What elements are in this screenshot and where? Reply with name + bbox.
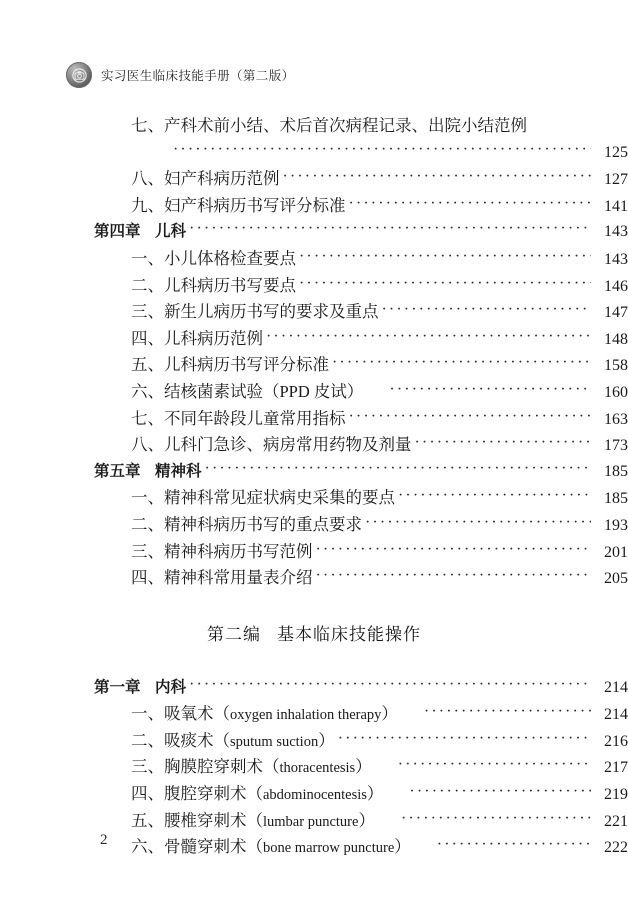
toc-page-number: 219	[604, 786, 628, 804]
dot-leader	[332, 350, 591, 377]
toc-entry-row[interactable]	[0, 299, 628, 326]
toc-chapter-title: 内科	[155, 678, 187, 696]
toc-entry-title-english: lumbar puncture	[263, 813, 359, 830]
toc-entry-title: 一、小儿体格检查要点	[131, 248, 296, 268]
toc-entry-row[interactable]	[0, 781, 628, 808]
toc-entry-title: 二、精神科病历书写的重点要求	[131, 514, 362, 534]
toc-page-number: 160	[604, 383, 628, 401]
toc-entry-row[interactable]	[0, 193, 628, 220]
toc-entry-title: 三、胸膜腔穿刺术（thoracentesis）	[131, 757, 372, 777]
toc-page-number: 201	[604, 543, 628, 561]
toc-entry-title: 二、吸痰术（sputum suction）	[131, 730, 335, 750]
toc-entry-title-english: oxygen inhalation therapy	[230, 707, 382, 724]
dot-leader	[415, 430, 592, 457]
toc-entry-title-english: abdominocentesis	[263, 787, 367, 804]
toc-page-number: 163	[604, 410, 628, 428]
dot-leader	[409, 779, 591, 806]
toc-entry-title: 四、精神科常用量表介绍	[131, 568, 313, 588]
toc-entry-row[interactable]	[0, 754, 628, 781]
toc-page-number: 143	[604, 250, 628, 268]
toc-entry-title: 六、结核菌素试验（PPD 皮试）	[131, 381, 364, 401]
part-heading	[0, 620, 628, 645]
toc-entry-title: 三、精神科病历书写范例	[131, 541, 313, 561]
dot-leader	[349, 404, 592, 431]
toc-entry-row[interactable]	[0, 485, 628, 512]
toc-page-number: 193	[604, 516, 628, 534]
toc-page-number: 146	[604, 277, 628, 295]
dot-leader	[299, 244, 591, 271]
dot-leader	[424, 699, 591, 726]
dot-leader	[401, 806, 591, 833]
toc-entry-title: 一、精神科常见症状病史采集的要点	[131, 488, 395, 508]
toc-entry-row[interactable]	[0, 728, 628, 755]
dot-leader	[189, 216, 591, 243]
toc-entry-row-continuation[interactable]	[0, 140, 628, 167]
toc-entry-title: 八、妇产科病历范例	[131, 169, 280, 189]
toc-entry-row[interactable]	[0, 512, 628, 539]
toc-entry-title: 六、骨髓穿刺术（bone marrow puncture）	[131, 837, 411, 857]
toc-entry-row[interactable]	[0, 352, 628, 379]
part-heading-label: 第二编	[207, 624, 261, 644]
toc-page-number: 185	[604, 462, 628, 480]
dot-leader	[437, 832, 591, 859]
toc-entry-title: 五、腰椎穿刺术（lumbar puncture）	[131, 810, 375, 830]
toc-page-number: 217	[604, 759, 628, 777]
toc-entry-title: 五、儿科病历书写评分标准	[131, 355, 329, 375]
dot-leader	[189, 672, 591, 699]
toc-entry-row[interactable]	[0, 113, 628, 140]
toc-entry-row[interactable]	[0, 539, 628, 566]
dot-leader	[338, 726, 591, 753]
dot-leader	[266, 324, 591, 351]
toc-chapter-number: 第四章	[94, 223, 141, 241]
toc-entry-row[interactable]	[0, 565, 628, 592]
toc-section-part-one-continued	[0, 113, 628, 592]
toc-entry-row[interactable]	[0, 701, 628, 728]
toc-entry-title-english: thoracentesis	[279, 760, 356, 777]
dot-leader	[398, 752, 591, 779]
dot-leader	[349, 191, 592, 218]
toc-page-number: 125	[604, 143, 628, 161]
toc-page-number: 173	[604, 437, 628, 455]
part-heading-title: 基本临床技能操作	[277, 624, 421, 644]
toc-entry-title: 一、吸氧术（oxygen inhalation therapy）	[131, 704, 398, 724]
dot-leader	[316, 537, 592, 564]
toc-page-number: 221	[604, 812, 628, 830]
page-header-title: 实习医生临床技能手册（第二版）	[101, 69, 295, 83]
toc-entry-row[interactable]	[0, 326, 628, 353]
toc-entry-title: 二、儿科病历书写要点	[131, 275, 296, 295]
dot-leader	[316, 563, 592, 590]
toc-entry-row[interactable]	[0, 273, 628, 300]
toc-entry-title-english: sputum suction	[230, 733, 319, 750]
toc-page-number: 143	[604, 223, 628, 241]
toc-entry-row[interactable]	[0, 406, 628, 433]
dot-leader	[398, 483, 591, 510]
toc-chapter-row[interactable]	[0, 675, 628, 702]
camera-badge-icon	[66, 62, 92, 88]
toc-chapter-title: 儿科	[155, 223, 187, 241]
toc-entry-row[interactable]	[0, 166, 628, 193]
toc-page-number: 222	[604, 839, 628, 857]
toc-entry-title: 七、产科术前小结、术后首次病程记录、出院小结范例	[131, 116, 527, 135]
toc-chapter-title: 精神科	[155, 462, 202, 480]
toc-page-number: 214	[604, 678, 628, 696]
toc-page-number: 214	[604, 706, 628, 724]
table-of-contents	[0, 113, 628, 861]
dot-leader	[173, 137, 591, 164]
page-number-folio: 2	[100, 832, 108, 848]
toc-entry-row[interactable]	[0, 808, 628, 835]
dot-leader	[382, 297, 592, 324]
dot-leader	[299, 271, 591, 298]
toc-entry-title: 四、腹腔穿刺术（abdominocentesis）	[131, 784, 384, 804]
toc-entry-title: 九、妇产科病历书写评分标准	[131, 195, 346, 215]
toc-page-number: 147	[604, 304, 628, 322]
toc-entry-row[interactable]	[0, 432, 628, 459]
toc-chapter-number: 第五章	[94, 462, 141, 480]
toc-entry-title: 七、不同年龄段儿童常用指标	[131, 408, 346, 428]
toc-entry-title-english: bone marrow puncture	[263, 840, 395, 857]
toc-page-number: 148	[604, 330, 628, 348]
page-header	[66, 62, 295, 88]
toc-chapter-number: 第一章	[94, 678, 141, 696]
toc-entry-title: 八、儿科门急诊、病房常用药物及剂量	[131, 435, 412, 455]
toc-chapter-row[interactable]	[0, 459, 628, 486]
toc-page-number: 216	[604, 732, 628, 750]
dot-leader	[365, 510, 591, 537]
toc-page-number: 205	[604, 570, 628, 588]
toc-entry-title: 三、新生儿病历书写的要求及重点	[131, 302, 379, 322]
dot-leader	[205, 456, 591, 483]
toc-entry-row[interactable]	[0, 834, 628, 861]
toc-section-part-two	[0, 675, 628, 861]
toc-page-number: 141	[604, 197, 628, 215]
toc-page-number: 127	[604, 171, 628, 189]
toc-chapter-row[interactable]	[0, 219, 628, 246]
dot-leader	[389, 377, 591, 404]
toc-entry-row[interactable]	[0, 379, 628, 406]
dot-leader	[283, 164, 592, 191]
toc-entry-row[interactable]	[0, 246, 628, 273]
toc-page-number: 158	[604, 357, 628, 375]
toc-entry-title: 四、儿科病历范例	[131, 328, 263, 348]
toc-page-number: 185	[604, 490, 628, 508]
